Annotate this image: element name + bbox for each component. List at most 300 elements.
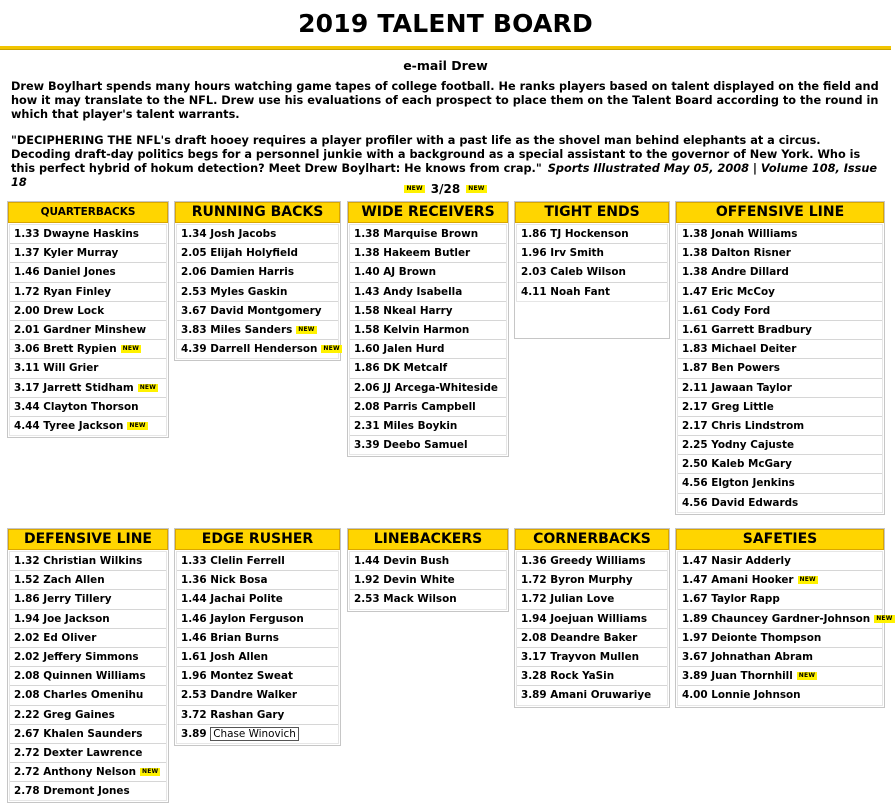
player-grade: 1.38 xyxy=(682,247,708,260)
player-name: Jawaan Taylor xyxy=(711,381,792,394)
player-grade: 1.40 xyxy=(354,266,380,279)
player-grade: 2.05 xyxy=(181,247,207,260)
player-grade: 3.17 xyxy=(521,650,547,663)
player-row xyxy=(177,339,338,358)
player-grade: 1.43 xyxy=(354,285,380,298)
quote-citation: Sports Illustrated May 05, 2008 | Volume 108, Issue 18 xyxy=(11,162,878,189)
player-name: Kelvin Harmon xyxy=(383,323,470,336)
player-grade: 1.72 xyxy=(14,285,40,298)
player-name: Clelin Ferrell xyxy=(210,555,285,567)
player-grade: 1.58 xyxy=(354,304,380,317)
player-name: Deandre Baker xyxy=(550,631,638,644)
player-row xyxy=(350,378,506,397)
player-row xyxy=(517,225,667,243)
player-row xyxy=(177,282,338,301)
player-name: Greg Little xyxy=(711,400,774,413)
player-grade: 3.17 xyxy=(14,381,40,394)
player-grade: 2.03 xyxy=(521,266,547,279)
player-row xyxy=(10,339,166,358)
board-safeties xyxy=(675,528,893,708)
player-name: Clayton Thorson xyxy=(43,400,139,413)
player-row xyxy=(517,243,667,262)
player-name: Elijah Holyfield xyxy=(210,247,298,260)
player-grade: 2.00 xyxy=(14,304,40,317)
player-name: Josh Allen xyxy=(210,650,269,663)
player-name: Jerry Tillery xyxy=(43,593,112,606)
player-row xyxy=(10,243,166,262)
player-row xyxy=(678,552,882,570)
player-name: Quinnen Williams xyxy=(43,670,146,683)
player-list xyxy=(349,551,507,610)
player-grade: 3.28 xyxy=(521,670,547,683)
player-row xyxy=(350,262,506,281)
player-list xyxy=(516,224,668,302)
board-cornerbacks xyxy=(514,528,670,708)
player-name: Nkeal Harry xyxy=(383,304,453,317)
player-grade: 1.33 xyxy=(181,555,207,567)
player-name: Dalton Risner xyxy=(711,247,791,260)
player-grade: 3.67 xyxy=(682,650,708,663)
player-name: Devin White xyxy=(383,574,455,587)
player-grade: 1.83 xyxy=(682,343,708,356)
new-badge: NEW xyxy=(122,345,140,353)
player-name: Gardner Minshew xyxy=(43,323,147,336)
player-grade: 1.38 xyxy=(354,247,380,260)
new-badge: NEW xyxy=(298,325,315,333)
player-name: Johnathan Abram xyxy=(711,650,813,663)
board-defensive-line xyxy=(7,528,169,803)
player-name: Zach Allen xyxy=(43,574,105,587)
player-name: Eric McCoy xyxy=(711,285,775,298)
player-grade: 1.36 xyxy=(521,555,547,567)
player-grade: 1.38 xyxy=(682,266,708,279)
player-row xyxy=(177,628,338,647)
player-name: Greg Gaines xyxy=(43,708,115,721)
player-name: Joe Jackson xyxy=(43,612,110,625)
player-grade: 2.08 xyxy=(521,631,547,644)
player-grade: 1.92 xyxy=(354,574,380,587)
player-name: Dwayne Haskins xyxy=(43,228,139,240)
player-row xyxy=(350,570,506,589)
player-name: Jarrett Stidham xyxy=(43,381,134,394)
player-grade: 3.67 xyxy=(181,304,207,317)
player-name: DK Metcalf xyxy=(383,362,448,375)
player-grade: 1.61 xyxy=(682,323,708,336)
player-row xyxy=(350,552,506,570)
player-name: Elgton Jenkins xyxy=(711,477,795,490)
player-name: Anthony Nelson xyxy=(43,766,137,779)
player-grade: 1.87 xyxy=(682,362,708,375)
new-badge: NEW xyxy=(799,576,816,584)
player-name: Ed Oliver xyxy=(43,631,97,644)
player-grade: 3.11 xyxy=(14,362,40,375)
player-row xyxy=(177,243,338,262)
player-row xyxy=(678,243,882,262)
board-header: TIGHT ENDS xyxy=(515,202,669,223)
player-row xyxy=(10,628,166,647)
player-grade: 2.06 xyxy=(181,266,207,279)
player-row xyxy=(678,435,882,454)
player-row xyxy=(678,628,882,647)
player-grade: 1.37 xyxy=(14,247,40,260)
player-row xyxy=(517,282,667,301)
player-name: Jaylon Ferguson xyxy=(210,612,304,625)
player-name: Darrell Henderson xyxy=(210,343,318,356)
player-name: Devin Bush xyxy=(383,555,450,567)
player-grade: 1.72 xyxy=(521,593,547,606)
player-grade: 2.67 xyxy=(14,727,40,740)
player-name: Brett Rypien xyxy=(43,343,117,356)
player-name: Deionte Thompson xyxy=(711,631,822,644)
player-row xyxy=(177,724,338,743)
player-name: Greedy Williams xyxy=(550,555,646,567)
player-row xyxy=(177,301,338,320)
player-grade: 3.72 xyxy=(181,708,207,721)
player-list xyxy=(349,224,507,455)
board-header: DEFENSIVE LINE xyxy=(8,529,168,550)
player-row xyxy=(10,609,166,628)
update-date-line xyxy=(0,182,891,196)
player-grade: 2.53 xyxy=(354,593,380,606)
player-name: Chauncey Gardner-Johnson xyxy=(711,612,871,625)
player-name: Dandre Walker xyxy=(210,689,297,702)
player-row xyxy=(517,628,667,647)
player-row xyxy=(10,724,166,743)
player-grade: 1.46 xyxy=(181,631,207,644)
player-name: Parris Campbell xyxy=(383,400,476,413)
player-name: Yodny Cajuste xyxy=(711,439,794,452)
player-row xyxy=(517,609,667,628)
player-row xyxy=(10,397,166,416)
player-grade: 2.11 xyxy=(682,381,708,394)
player-row xyxy=(678,609,893,628)
player-grade: 3.89 xyxy=(521,689,547,702)
player-name: Tyree Jackson xyxy=(43,419,124,432)
player-row xyxy=(350,435,506,454)
player-grade: 2.53 xyxy=(181,285,207,298)
player-grade: 1.32 xyxy=(14,555,40,567)
player-name: Drew Lock xyxy=(43,304,105,317)
player-grade: 2.01 xyxy=(14,323,40,336)
player-list xyxy=(677,224,883,513)
player-grade: 4.00 xyxy=(682,689,708,702)
player-grade: 2.02 xyxy=(14,631,40,644)
player-row xyxy=(678,301,882,320)
player-row xyxy=(678,666,882,685)
player-name: Andre Dillard xyxy=(711,266,789,279)
player-grade: 1.67 xyxy=(682,593,708,606)
player-row xyxy=(678,493,882,512)
new-badge: NEW xyxy=(468,185,485,192)
player-row xyxy=(10,589,166,608)
player-row xyxy=(10,358,166,377)
player-row xyxy=(177,225,338,243)
player-name: Daniel Jones xyxy=(43,266,116,279)
intro-paragraph: Drew Boylhart spends many hours watching game tapes of college football. He ranks players based on talent displayed on the field and how it may translate to the NFL. Drew use his evaluations of each prospect to place them on the Talent Board according to the round in which that player's talent warrants. xyxy=(11,80,879,121)
player-grade: 1.72 xyxy=(521,574,547,587)
player-grade: 2.31 xyxy=(354,419,380,432)
player-grade: 3.39 xyxy=(354,439,380,452)
player-name: Chris Lindstrom xyxy=(711,419,805,432)
player-row xyxy=(10,647,166,666)
new-badge: NEW xyxy=(139,383,157,391)
player-name: Noah Fant xyxy=(550,285,610,298)
player-grade: 2.53 xyxy=(181,689,207,702)
player-grade: 1.96 xyxy=(181,670,207,683)
player-name: Nick Bosa xyxy=(210,574,268,587)
player-name: Jonah Williams xyxy=(711,228,798,240)
player-grade: 1.97 xyxy=(682,631,708,644)
player-list xyxy=(9,551,167,801)
player-row xyxy=(177,320,338,339)
player-grade: 1.34 xyxy=(181,228,207,240)
new-badge: NEW xyxy=(142,768,159,776)
new-badge: NEW xyxy=(323,345,340,353)
board-edge-rusher xyxy=(174,528,341,746)
player-row xyxy=(678,647,882,666)
player-grade: 4.56 xyxy=(682,477,708,490)
player-name: TJ Hockenson xyxy=(550,228,629,240)
player-name: Rashan Gary xyxy=(210,708,285,721)
player-grade: 2.08 xyxy=(14,689,40,702)
player-row xyxy=(177,647,338,666)
player-grade: 1.94 xyxy=(14,612,40,625)
player-row xyxy=(678,339,882,358)
player-grade: 4.39 xyxy=(181,343,207,356)
player-name: Amani Hooker xyxy=(711,574,794,587)
page-title: 2019 TALENT BOARD xyxy=(298,9,593,38)
player-grade: 1.47 xyxy=(682,555,708,567)
player-row xyxy=(678,685,882,704)
board-running-backs xyxy=(174,201,341,361)
player-name: Dexter Lawrence xyxy=(43,746,143,759)
player-row xyxy=(177,262,338,281)
player-name: JJ Arcega-Whiteside xyxy=(383,381,498,394)
player-grade: 2.02 xyxy=(14,650,40,663)
player-grade: 1.94 xyxy=(521,612,547,625)
player-row xyxy=(350,225,506,243)
player-grade: 2.78 xyxy=(14,785,40,798)
board-quarterbacks xyxy=(7,201,169,438)
player-name: Kyler Murray xyxy=(43,247,119,260)
board-header: WIDE RECEIVERS xyxy=(348,202,508,223)
player-row xyxy=(678,416,882,435)
player-row xyxy=(517,262,667,281)
player-row xyxy=(350,243,506,262)
player-name: Trayvon Mullen xyxy=(550,650,640,663)
player-row xyxy=(678,473,882,492)
player-grade: 3.83 xyxy=(181,323,207,336)
player-row xyxy=(10,416,166,435)
player-grade: 1.96 xyxy=(521,247,547,260)
player-grade: 1.86 xyxy=(354,362,380,375)
player-row xyxy=(517,570,667,589)
player-row xyxy=(10,552,166,570)
player-grade: 1.58 xyxy=(354,323,380,336)
player-row xyxy=(10,743,166,762)
player-row xyxy=(350,282,506,301)
player-name: Myles Gaskin xyxy=(210,285,288,298)
player-row xyxy=(177,666,338,685)
player-row xyxy=(678,358,882,377)
player-name: Damien Harris xyxy=(210,266,295,279)
player-row xyxy=(678,225,882,243)
player-name: Hakeem Butler xyxy=(383,247,471,260)
player-name: Miles Boykin xyxy=(383,419,458,432)
player-row xyxy=(678,378,882,397)
player-name: Brian Burns xyxy=(210,631,279,644)
player-row xyxy=(10,705,166,724)
player-grade: 1.38 xyxy=(354,228,380,240)
player-name: Juan Thornhill xyxy=(711,670,793,683)
player-grade: 1.52 xyxy=(14,574,40,587)
player-row xyxy=(177,589,338,608)
board-linebackers xyxy=(347,528,509,612)
player-grade: 4.11 xyxy=(521,285,547,298)
player-grade: 4.44 xyxy=(14,419,40,432)
player-row xyxy=(678,589,882,608)
player-grade: 2.22 xyxy=(14,708,40,721)
player-name: Byron Murphy xyxy=(550,574,633,587)
player-name: Joejuan Williams xyxy=(550,612,648,625)
player-row xyxy=(678,454,882,473)
player-row xyxy=(10,282,166,301)
player-row xyxy=(10,225,166,243)
player-grade: 2.08 xyxy=(14,670,40,683)
player-grade: 1.36 xyxy=(181,574,207,587)
player-list xyxy=(516,551,668,706)
player-row xyxy=(350,320,506,339)
new-badge: NEW xyxy=(876,614,893,622)
player-row xyxy=(678,320,882,339)
player-row xyxy=(10,666,166,685)
player-grade: 1.61 xyxy=(682,304,708,317)
player-name: Deebo Samuel xyxy=(383,439,468,452)
player-grade: 2.08 xyxy=(354,400,380,413)
player-grade: 2.17 xyxy=(682,419,708,432)
player-grade: 2.72 xyxy=(14,746,40,759)
player-row xyxy=(10,570,166,589)
player-grade: 1.86 xyxy=(14,593,40,606)
player-grade: 2.50 xyxy=(682,458,708,471)
player-name: Ryan Finley xyxy=(43,285,112,298)
player-grade: 1.86 xyxy=(521,228,547,240)
player-row xyxy=(10,262,166,281)
player-name: Kaleb McGary xyxy=(711,458,792,471)
player-name: Christian Wilkins xyxy=(43,555,143,567)
player-row xyxy=(517,666,667,685)
player-grade: 2.17 xyxy=(682,400,708,413)
player-list xyxy=(176,551,339,744)
title-divider xyxy=(0,46,891,50)
player-name: Nasir Adderly xyxy=(711,555,791,567)
player-name: Caleb Wilson xyxy=(550,266,626,279)
player-grade: 1.60 xyxy=(354,343,380,356)
player-list xyxy=(176,224,339,359)
player-row xyxy=(177,685,338,704)
player-row xyxy=(10,781,166,800)
player-row xyxy=(678,397,882,416)
player-row xyxy=(10,685,166,704)
player-name: David Edwards xyxy=(711,496,799,509)
board-header: SAFETIES xyxy=(676,529,884,550)
player-row xyxy=(350,397,506,416)
player-name: Cody Ford xyxy=(711,304,771,317)
board-header: LINEBACKERS xyxy=(348,529,508,550)
player-name[interactable]: Chase Winovich xyxy=(210,727,299,741)
player-grade: 1.44 xyxy=(181,593,207,606)
player-name: Mack Wilson xyxy=(383,593,457,606)
player-grade: 3.44 xyxy=(14,400,40,413)
player-row xyxy=(177,609,338,628)
player-row xyxy=(517,552,667,570)
player-name: Josh Jacobs xyxy=(210,228,277,240)
player-row xyxy=(517,647,667,666)
player-grade: 1.46 xyxy=(14,266,40,279)
player-row xyxy=(678,570,882,589)
player-row xyxy=(517,589,667,608)
player-name: Michael Deiter xyxy=(711,343,797,356)
player-grade: 1.47 xyxy=(682,574,708,587)
player-row xyxy=(678,282,882,301)
player-name: Will Grier xyxy=(43,362,99,375)
player-row xyxy=(177,552,338,570)
player-grade: 1.61 xyxy=(181,650,207,663)
player-name: Taylor Rapp xyxy=(711,593,780,606)
board-header: RUNNING BACKS xyxy=(175,202,340,223)
player-grade: 2.25 xyxy=(682,439,708,452)
player-row xyxy=(350,301,506,320)
player-name: Montez Sweat xyxy=(210,670,293,683)
player-row xyxy=(350,339,506,358)
quote-text: "DECIPHERING THE NFL's draft hooey requires a player profiler with a past life as the shovel man behind elephants at a circus. Decoding draft-day politics begs for a personnel junkie with a background as a special assistant to the governor of New York. Who is this perfect hybrid of hokum detection? Meet Drew Boylhart: He knows from crap." xyxy=(11,134,861,175)
player-grade: 1.89 xyxy=(682,612,708,625)
player-grade: 3.06 xyxy=(14,343,40,356)
player-grade: 4.56 xyxy=(682,496,708,509)
player-name: Khalen Saunders xyxy=(43,727,143,740)
player-grade: 3.89 xyxy=(682,670,708,683)
player-row xyxy=(678,262,882,281)
player-row xyxy=(350,416,506,435)
player-name: Miles Sanders xyxy=(210,323,293,336)
board-wide-receivers xyxy=(347,201,509,457)
player-name: Charles Omenihu xyxy=(43,689,144,702)
new-badge: NEW xyxy=(129,421,146,429)
board-tight-ends xyxy=(514,201,670,339)
player-grade: 3.89 xyxy=(181,727,207,740)
player-grade: 2.72 xyxy=(14,766,40,779)
board-header: EDGE RUSHER xyxy=(175,529,340,550)
player-row xyxy=(350,358,506,377)
player-name: Julian Love xyxy=(550,593,615,606)
player-grade: 1.38 xyxy=(682,228,708,240)
player-name: Andy Isabella xyxy=(383,285,463,298)
player-name: Rock YaSin xyxy=(550,670,615,683)
player-grade: 1.46 xyxy=(181,612,207,625)
player-row xyxy=(517,685,667,704)
player-name: Amani Oruwariye xyxy=(550,689,652,702)
board-header: OFFENSIVE LINE xyxy=(676,202,884,223)
player-name: Jeffery Simmons xyxy=(43,650,139,663)
player-row xyxy=(10,378,166,397)
player-row xyxy=(10,762,166,781)
email-drew-link[interactable]: e-mail Drew xyxy=(403,58,488,73)
player-row xyxy=(177,705,338,724)
player-name: AJ Brown xyxy=(383,266,436,279)
player-name: Lonnie Johnson xyxy=(711,689,801,702)
player-name: Jachai Polite xyxy=(210,593,283,606)
player-name: Irv Smith xyxy=(550,247,604,260)
